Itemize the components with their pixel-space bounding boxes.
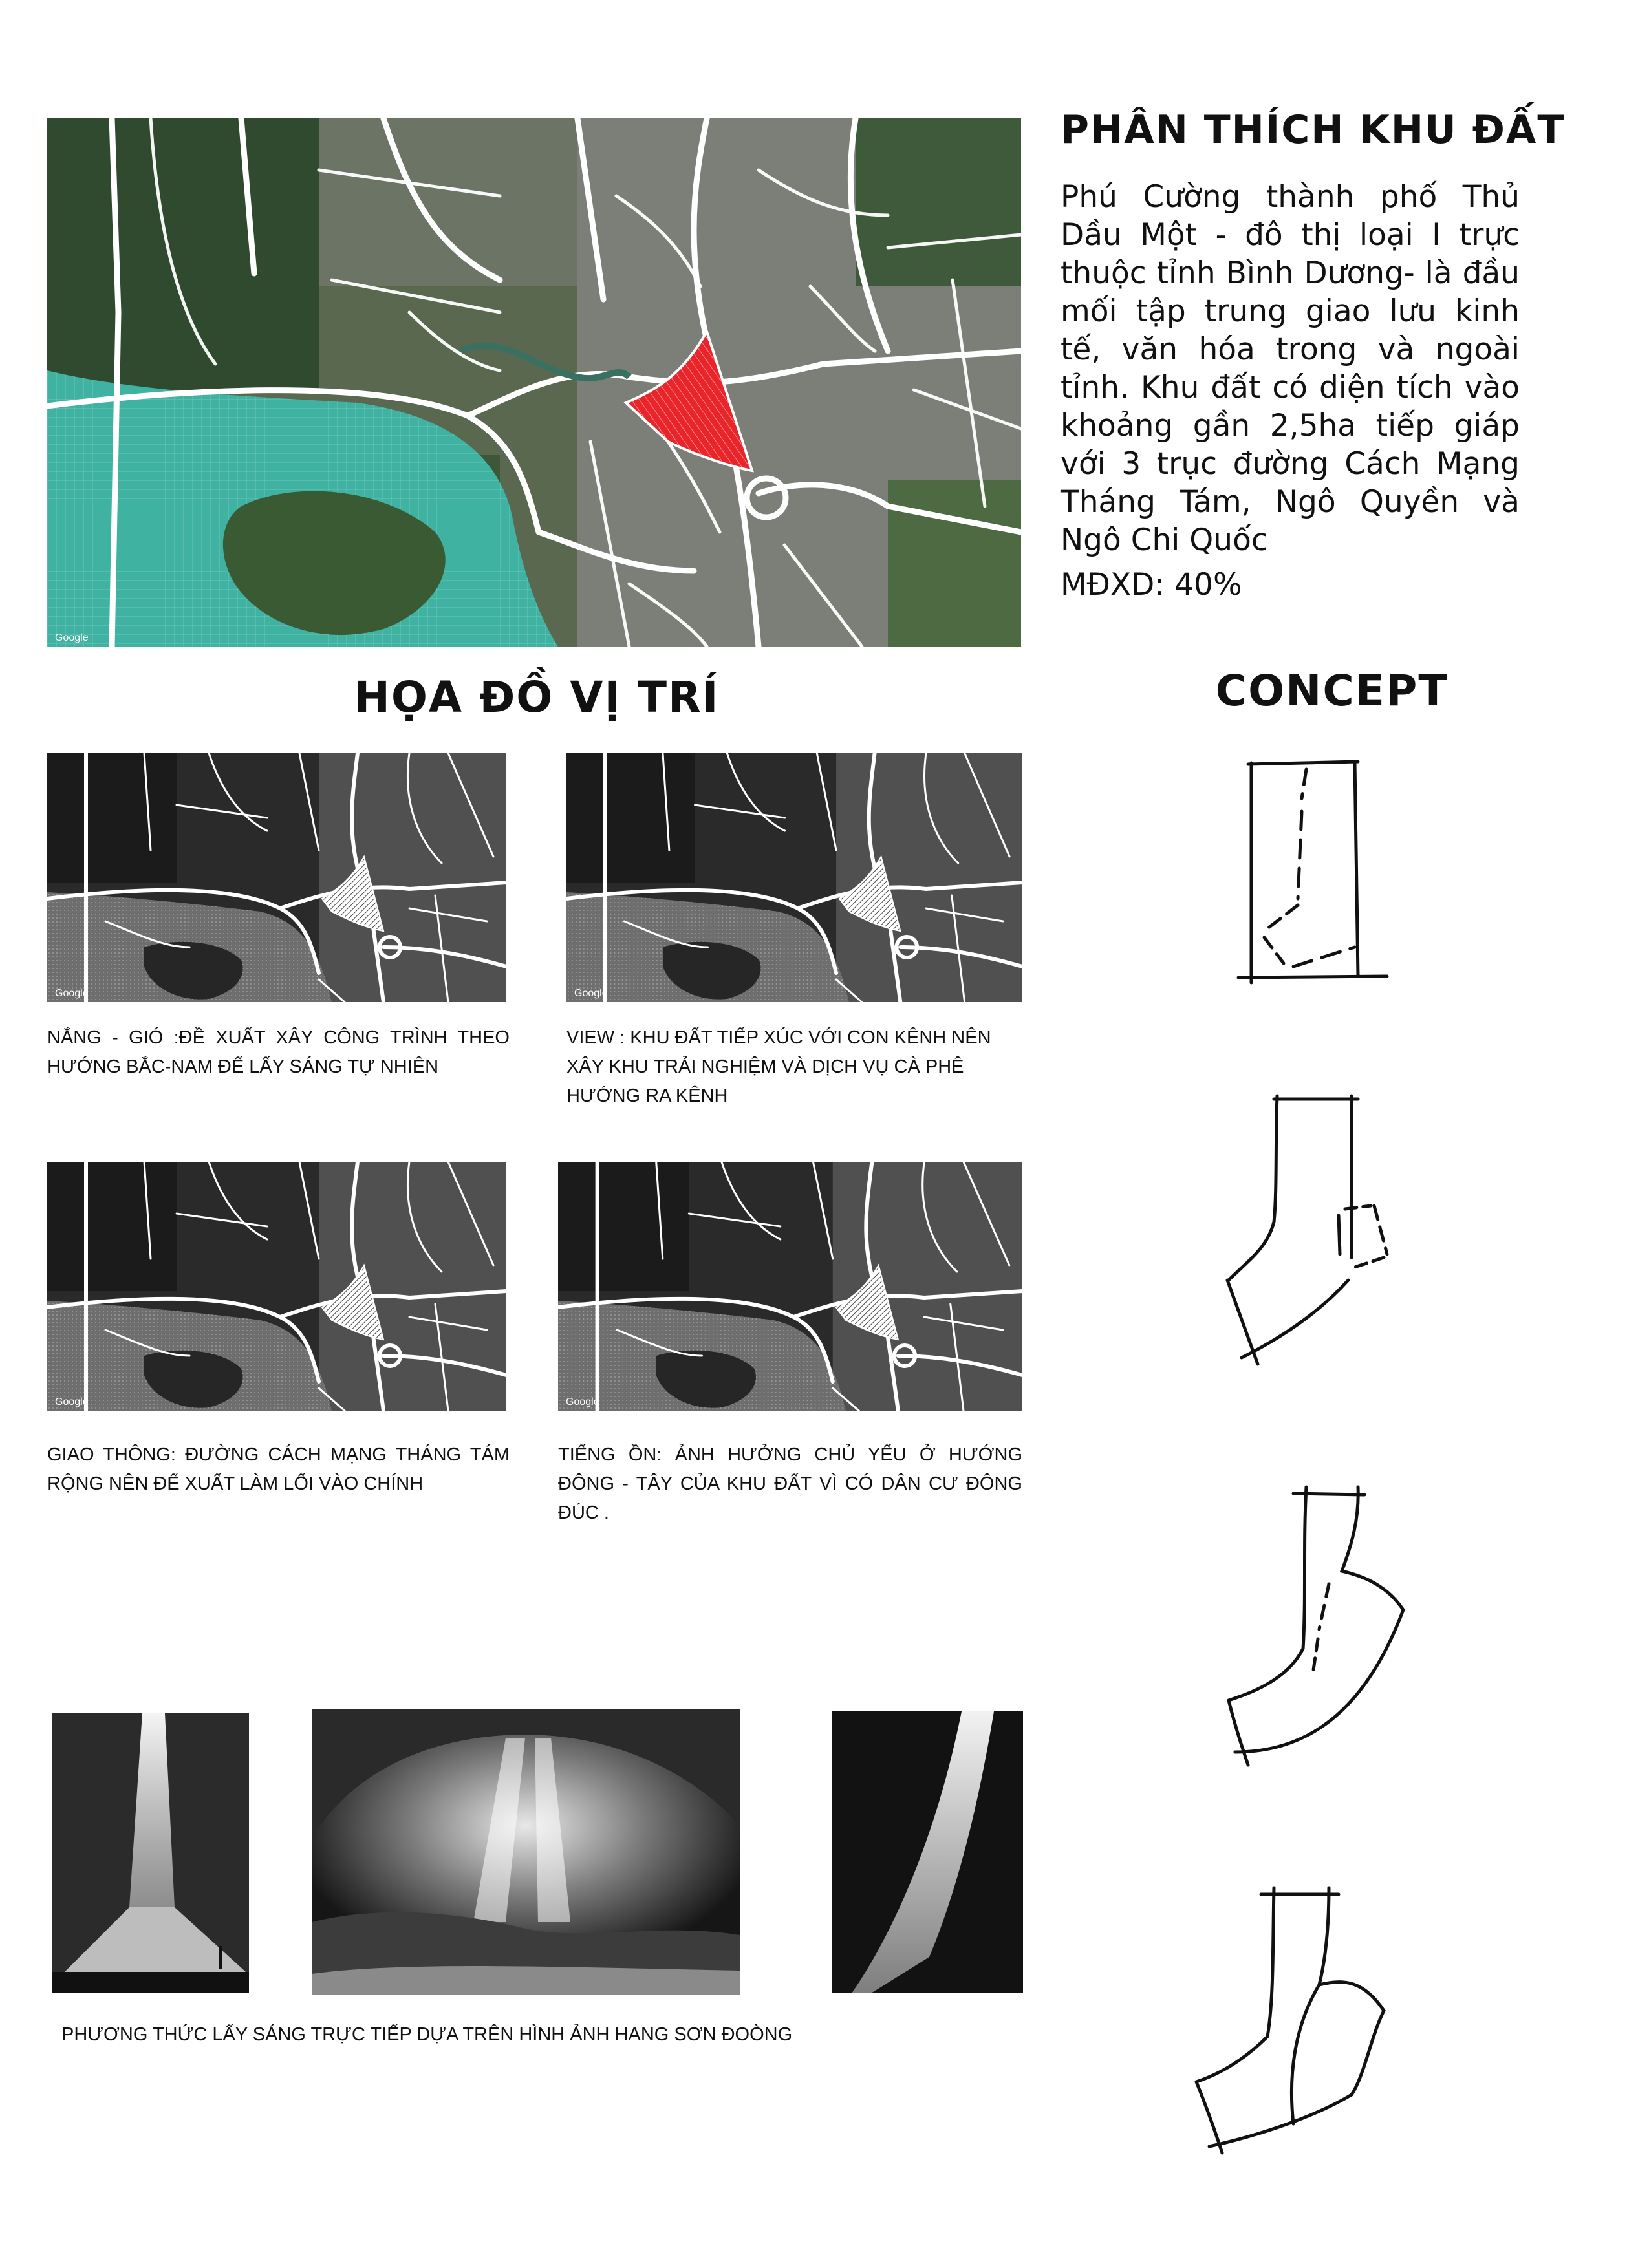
lighting-caption: PHƯƠNG THỨC LẤY SÁNG TRỰC TIẾP DỰA TRÊN HÌNH ẢNH HANG SƠN ĐOÒNG bbox=[61, 2024, 793, 2045]
concept-sketch-1 bbox=[1225, 750, 1406, 996]
location-map-sun-wind bbox=[47, 753, 506, 1002]
caption-sun-wind: NẮNG - GIÓ :ĐỀ XUẤT XÂY CÔNG TRÌNH THEO HƯỚNG BẮC-NAM ĐỂ LẤY SÁNG TỰ NHIÊN bbox=[47, 1027, 510, 1077]
google-watermark: Google bbox=[566, 1396, 599, 1407]
caption-traffic: GIAO THÔNG: ĐƯỜNG CÁCH MẠNG THÁNG TÁM RỘNG NÊN ĐỂ XUẤT LÀM LỐI VÀO CHÍNH bbox=[47, 1444, 510, 1494]
lighting-photo-light-shaft bbox=[52, 1713, 249, 1993]
location-map-noise bbox=[558, 1162, 1022, 1411]
concept-sketch-3 bbox=[1209, 1481, 1429, 1778]
location-plan-title: HỌA ĐỒ VỊ TRÍ bbox=[354, 672, 720, 722]
site-ratio: MĐXD: 40% bbox=[1061, 567, 1242, 603]
lighting-photo-waterfall bbox=[832, 1711, 1023, 1993]
caption-view: VIEW : KHU ĐẤT TIẾP XÚC VỚI CON KÊNH NÊN XÂY KHU TRẢI NGHIỆM VÀ DỊCH VỤ CÀ PHÊ HƯỚNG RA KÊNH bbox=[566, 1027, 991, 1106]
location-map-view bbox=[566, 753, 1022, 1002]
concept-title: CONCEPT bbox=[1215, 666, 1449, 716]
site-analysis-description: Phú Cường thành phố Thủ Dầu Một - đô thị loại I trực thuộc tỉnh Bình Dương- là đầu mối tập trung giao lưu kinh tế, văn hóa trong và ngoài tỉnh. Khu đất có diện tích vào khoảng gần 2,5ha tiếp giáp với 3 trục đường Cách Mạng Tháng Tám, Ngô Quyền và Ngô Chi Quốc bbox=[1061, 179, 1520, 558]
lighting-photo-son-doong-cave bbox=[312, 1709, 740, 1995]
site-satellite-map bbox=[47, 118, 1021, 647]
google-watermark: Google bbox=[55, 632, 89, 643]
caption-noise: TIẾNG ỒN: ẢNH HƯỞNG CHỦ YẾU Ở HƯỚNG ĐÔNG - TÂY CỦA KHU ĐẤT VÌ CÓ DÂN CƯ ĐÔNG ĐÚC . bbox=[558, 1444, 1022, 1523]
site-analysis-title: PHÂN THÍCH KHU ĐẤT bbox=[1061, 107, 1566, 153]
google-watermark: Google bbox=[574, 988, 608, 999]
google-watermark: Google bbox=[55, 1396, 89, 1407]
concept-sketch-2 bbox=[1216, 1093, 1423, 1377]
concept-sketch-4 bbox=[1190, 1868, 1423, 2159]
google-watermark: Google bbox=[55, 988, 89, 999]
location-map-traffic bbox=[47, 1162, 506, 1411]
